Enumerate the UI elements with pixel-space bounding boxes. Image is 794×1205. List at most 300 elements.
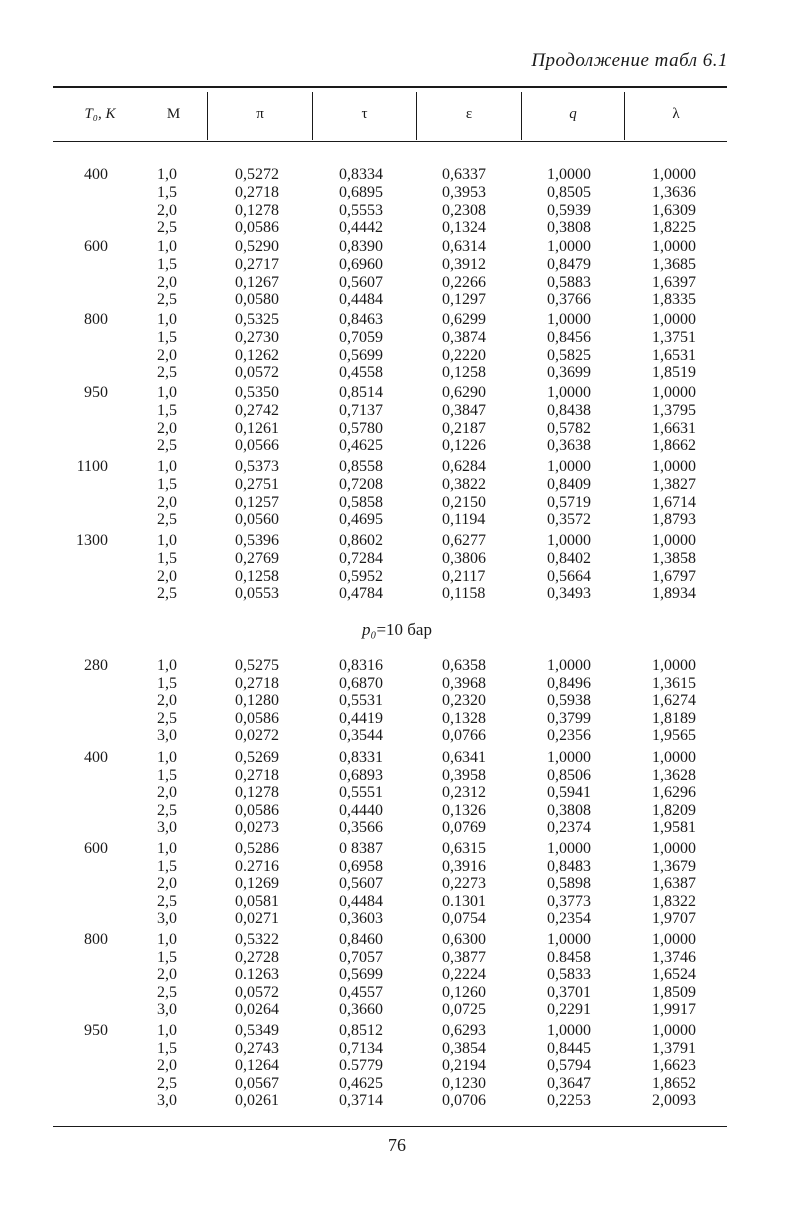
cell-mach: 3,0 xyxy=(157,727,177,745)
cell-lambda: 1,0000 xyxy=(652,931,696,948)
cell-q: 1,0000 xyxy=(547,1022,591,1039)
cell-tau: 0,5553 xyxy=(339,201,383,219)
cell-eps: 0,1230 xyxy=(442,1074,486,1092)
cell-q: 1,0000 xyxy=(547,311,591,328)
cell-pi: 0,5290 xyxy=(235,238,279,255)
cell-tau: 0,7137 xyxy=(339,401,383,419)
cell-lambda: 1,9565 xyxy=(652,727,696,745)
cell-pi: 0,1262 xyxy=(235,346,279,364)
cell-tau: 0,4625 xyxy=(339,437,383,455)
cell-tau: 0,4484 xyxy=(339,892,383,910)
row-temperature: 1100 xyxy=(76,458,108,475)
cell-eps: 0,1297 xyxy=(442,291,486,309)
cell-mach: 1,0 xyxy=(157,749,177,766)
cell-lambda: 1,8209 xyxy=(652,801,696,819)
pressure-value: =10 бар xyxy=(376,620,432,639)
cell-pi: 0,0567 xyxy=(235,1074,279,1092)
footer-rule xyxy=(53,1126,727,1127)
row-temperature: 950 xyxy=(84,1022,108,1039)
cell-eps: 0,1194 xyxy=(442,511,486,529)
cell-pi: 0,2769 xyxy=(235,549,279,567)
cell-eps: 0,2320 xyxy=(442,692,486,710)
cell-mach: 2,0 xyxy=(157,419,177,437)
cell-q: 0,5883 xyxy=(547,273,591,291)
cell-q: 0,3808 xyxy=(547,219,591,237)
cell-mach: 1,5 xyxy=(157,328,177,346)
cell-eps: 0,0706 xyxy=(442,1092,486,1110)
cell-mach: 1,5 xyxy=(157,948,177,966)
pressure-subheading xyxy=(0,620,794,640)
cell-tau: 0,3566 xyxy=(339,819,383,837)
cell-tau: 0,4557 xyxy=(339,983,383,1001)
cell-eps: 0,3953 xyxy=(442,183,486,201)
cell-tau: 0,8331 xyxy=(339,749,383,766)
cell-pi: 0,2751 xyxy=(235,475,279,493)
cell-pi: 0,2717 xyxy=(235,255,279,273)
cell-q: 0,3572 xyxy=(547,511,591,529)
cell-lambda: 1,3791 xyxy=(652,1039,696,1057)
cell-tau: 0,3714 xyxy=(339,1092,383,1110)
cell-mach: 1,0 xyxy=(157,238,177,255)
cell-q: 0,2291 xyxy=(547,1001,591,1019)
cell-q: 0,3773 xyxy=(547,892,591,910)
cell-pi: 0,0572 xyxy=(235,983,279,1001)
pressure-symbol: p₀ xyxy=(362,620,377,639)
cell-eps: 0,2308 xyxy=(442,201,486,219)
cell-mach: 3,0 xyxy=(157,819,177,837)
cell-mach: 2,0 xyxy=(157,966,177,984)
cell-mach: 1,0 xyxy=(157,1022,177,1039)
cell-pi: 0,1261 xyxy=(235,419,279,437)
cell-pi: 0,0572 xyxy=(235,364,279,382)
cell-pi: 0,0586 xyxy=(235,709,279,727)
cell-q: 1,0000 xyxy=(547,532,591,549)
cell-pi: 0,0264 xyxy=(235,1001,279,1019)
cell-lambda: 2,0093 xyxy=(652,1092,696,1110)
cell-q: 0,8402 xyxy=(547,549,591,567)
cell-mach: 2,0 xyxy=(157,567,177,585)
cell-mach: 1,0 xyxy=(157,458,177,475)
cell-mach: 2,5 xyxy=(157,1074,177,1092)
cell-mach: 2,5 xyxy=(157,364,177,382)
cell-lambda: 1,9581 xyxy=(652,819,696,837)
cell-lambda: 1,6296 xyxy=(652,784,696,802)
cell-tau: 0,7057 xyxy=(339,948,383,966)
cell-q: 0,8483 xyxy=(547,857,591,875)
cell-pi: 0,1278 xyxy=(235,784,279,802)
cell-mach: 1,0 xyxy=(157,840,177,857)
cell-pi: 0.2716 xyxy=(235,857,279,875)
cell-pi: 0,2728 xyxy=(235,948,279,966)
cell-eps: 0,2194 xyxy=(442,1057,486,1075)
cell-lambda: 1,6714 xyxy=(652,493,696,511)
cell-q: 0,5833 xyxy=(547,966,591,984)
cell-tau: 0,8558 xyxy=(339,458,383,475)
cell-lambda: 1,6631 xyxy=(652,419,696,437)
cell-tau: 0,4484 xyxy=(339,291,383,309)
cell-q: 0,3647 xyxy=(547,1074,591,1092)
cell-q: 0,5938 xyxy=(547,692,591,710)
cell-eps: 0,1226 xyxy=(442,437,486,455)
cell-q: 0,3493 xyxy=(547,585,591,603)
cell-lambda: 1,8322 xyxy=(652,892,696,910)
cell-eps: 0,1324 xyxy=(442,219,486,237)
row-temperature: 600 xyxy=(84,238,108,255)
header-top-rule xyxy=(53,86,727,88)
cell-q: 1,0000 xyxy=(547,458,591,475)
cell-q: 0,3766 xyxy=(547,291,591,309)
cell-pi: 0,0586 xyxy=(235,219,279,237)
cell-q: 0.8458 xyxy=(547,948,591,966)
cell-lambda: 1,9707 xyxy=(652,910,696,928)
cell-lambda: 1,6274 xyxy=(652,692,696,710)
cell-pi: 0,5275 xyxy=(235,657,279,674)
cell-lambda: 1,3615 xyxy=(652,674,696,692)
cell-tau: 0,7059 xyxy=(339,328,383,346)
cell-pi: 0,5286 xyxy=(235,840,279,857)
cell-lambda: 1,6309 xyxy=(652,201,696,219)
cell-pi: 0,1258 xyxy=(235,567,279,585)
cell-tau: 0,7134 xyxy=(339,1039,383,1057)
cell-tau: 0,8514 xyxy=(339,384,383,401)
cell-lambda: 1,0000 xyxy=(652,238,696,255)
cell-q: 0,2374 xyxy=(547,819,591,837)
cell-tau: 0,5780 xyxy=(339,419,383,437)
cell-q: 0,8456 xyxy=(547,328,591,346)
cell-q: 0,8496 xyxy=(547,674,591,692)
cell-eps: 0,3854 xyxy=(442,1039,486,1057)
cell-pi: 0,2743 xyxy=(235,1039,279,1057)
cell-mach: 1,5 xyxy=(157,857,177,875)
cell-eps: 0,1326 xyxy=(442,801,486,819)
cell-mach: 2,5 xyxy=(157,892,177,910)
column-header-eps: ε xyxy=(465,106,473,122)
cell-tau: 0 8387 xyxy=(339,840,383,857)
cell-eps: 0,3874 xyxy=(442,328,486,346)
cell-eps: 0,3877 xyxy=(442,948,486,966)
cell-pi: 0,5349 xyxy=(235,1022,279,1039)
cell-lambda: 1,0000 xyxy=(652,1022,696,1039)
cell-eps: 0,6314 xyxy=(442,238,486,255)
row-temperature: 950 xyxy=(84,384,108,401)
cell-lambda: 1,0000 xyxy=(652,458,696,475)
cell-pi: 0,2718 xyxy=(235,674,279,692)
column-header-tau: τ xyxy=(361,106,368,122)
cell-eps: 0,3822 xyxy=(442,475,486,493)
cell-tau: 0,8460 xyxy=(339,931,383,948)
cell-tau: 0,6958 xyxy=(339,857,383,875)
cell-lambda: 1,6524 xyxy=(652,966,696,984)
cell-eps: 0,6315 xyxy=(442,840,486,857)
cell-tau: 0,5607 xyxy=(339,273,383,291)
cell-lambda: 1,8509 xyxy=(652,983,696,1001)
cell-eps: 0,1328 xyxy=(442,709,486,727)
cell-lambda: 1,6797 xyxy=(652,567,696,585)
cell-pi: 0,2730 xyxy=(235,328,279,346)
cell-eps: 0,2312 xyxy=(442,784,486,802)
cell-mach: 2,0 xyxy=(157,493,177,511)
cell-mach: 2,5 xyxy=(157,983,177,1001)
row-temperature: 400 xyxy=(84,749,108,766)
cell-mach: 1,5 xyxy=(157,475,177,493)
cell-eps: 0,1260 xyxy=(442,983,486,1001)
column-header-lambda: λ xyxy=(672,106,680,122)
cell-mach: 1,0 xyxy=(157,532,177,549)
cell-tau: 0,7208 xyxy=(339,475,383,493)
cell-eps: 0,6277 xyxy=(442,532,486,549)
cell-pi: 0,5272 xyxy=(235,166,279,183)
cell-pi: 0,0580 xyxy=(235,291,279,309)
cell-mach: 1,5 xyxy=(157,1039,177,1057)
cell-lambda: 1,0000 xyxy=(652,166,696,183)
cell-tau: 0,4625 xyxy=(339,1074,383,1092)
cell-mach: 1,0 xyxy=(157,657,177,674)
cell-pi: 0,5269 xyxy=(235,749,279,766)
cell-pi: 0,2718 xyxy=(235,183,279,201)
cell-q: 1,0000 xyxy=(547,238,591,255)
cell-tau: 0,8334 xyxy=(339,166,383,183)
cell-q: 0,3638 xyxy=(547,437,591,455)
cell-q: 0,3701 xyxy=(547,983,591,1001)
cell-mach: 2,5 xyxy=(157,709,177,727)
cell-eps: 0,2117 xyxy=(442,567,486,585)
cell-mach: 2,0 xyxy=(157,273,177,291)
cell-lambda: 1,6531 xyxy=(652,346,696,364)
cell-lambda: 1,8652 xyxy=(652,1074,696,1092)
cell-eps: 0,2266 xyxy=(442,273,486,291)
cell-mach: 1,0 xyxy=(157,931,177,948)
cell-eps: 0,6300 xyxy=(442,931,486,948)
column-header-t0: T₀, K xyxy=(84,106,116,122)
cell-tau: 0,6895 xyxy=(339,183,383,201)
cell-mach: 1,5 xyxy=(157,549,177,567)
cell-mach: 3,0 xyxy=(157,910,177,928)
cell-eps: 0,0766 xyxy=(442,727,486,745)
cell-tau: 0,4440 xyxy=(339,801,383,819)
cell-tau: 0,8602 xyxy=(339,532,383,549)
cell-tau: 0,6870 xyxy=(339,674,383,692)
cell-pi: 0,2718 xyxy=(235,766,279,784)
cell-eps: 0,0769 xyxy=(442,819,486,837)
cell-tau: 0,3544 xyxy=(339,727,383,745)
cell-lambda: 1,0000 xyxy=(652,532,696,549)
row-temperature: 400 xyxy=(84,166,108,183)
cell-pi: 0,0586 xyxy=(235,801,279,819)
cell-eps: 0,3968 xyxy=(442,674,486,692)
cell-q: 0,5941 xyxy=(547,784,591,802)
row-temperature: 1300 xyxy=(76,532,108,549)
cell-mach: 2,0 xyxy=(157,201,177,219)
cell-tau: 0,5531 xyxy=(339,692,383,710)
cell-q: 0,5825 xyxy=(547,346,591,364)
cell-lambda: 1,3827 xyxy=(652,475,696,493)
cell-lambda: 1,8934 xyxy=(652,585,696,603)
cell-q: 0,8506 xyxy=(547,766,591,784)
cell-mach: 1,0 xyxy=(157,384,177,401)
cell-q: 1,0000 xyxy=(547,166,591,183)
cell-pi: 0,0273 xyxy=(235,819,279,837)
cell-q: 0,8505 xyxy=(547,183,591,201)
cell-pi: 0,1280 xyxy=(235,692,279,710)
cell-pi: 0,1267 xyxy=(235,273,279,291)
cell-mach: 2,0 xyxy=(157,692,177,710)
cell-pi: 0,5373 xyxy=(235,458,279,475)
cell-lambda: 1,3636 xyxy=(652,183,696,201)
cell-eps: 0,6358 xyxy=(442,657,486,674)
cell-pi: 0,0581 xyxy=(235,892,279,910)
cell-mach: 2,0 xyxy=(157,784,177,802)
cell-lambda: 1,6397 xyxy=(652,273,696,291)
cell-mach: 2,5 xyxy=(157,437,177,455)
cell-eps: 0,2220 xyxy=(442,346,486,364)
cell-lambda: 1,3858 xyxy=(652,549,696,567)
cell-q: 0,5898 xyxy=(547,875,591,893)
cell-q: 0,2354 xyxy=(547,910,591,928)
cell-lambda: 1,8189 xyxy=(652,709,696,727)
cell-lambda: 1,0000 xyxy=(652,840,696,857)
cell-lambda: 1,8793 xyxy=(652,511,696,529)
cell-q: 0,3699 xyxy=(547,364,591,382)
cell-mach: 1,5 xyxy=(157,766,177,784)
cell-mach: 1,0 xyxy=(157,311,177,328)
cell-pi: 0.1263 xyxy=(235,966,279,984)
cell-pi: 0,0566 xyxy=(235,437,279,455)
cell-pi: 0,1264 xyxy=(235,1057,279,1075)
cell-pi: 0,1278 xyxy=(235,201,279,219)
cell-eps: 0,6337 xyxy=(442,166,486,183)
cell-mach: 3,0 xyxy=(157,1092,177,1110)
cell-q: 1,0000 xyxy=(547,384,591,401)
cell-eps: 0,2224 xyxy=(442,966,486,984)
cell-q: 0,8445 xyxy=(547,1039,591,1057)
cell-lambda: 1,0000 xyxy=(652,311,696,328)
cell-mach: 2,5 xyxy=(157,291,177,309)
cell-tau: 0,6960 xyxy=(339,255,383,273)
cell-tau: 0,3660 xyxy=(339,1001,383,1019)
cell-tau: 0,5699 xyxy=(339,346,383,364)
cell-lambda: 1,9917 xyxy=(652,1001,696,1019)
cell-mach: 2,0 xyxy=(157,1057,177,1075)
page-number: 76 xyxy=(388,1135,406,1155)
cell-tau: 0,6893 xyxy=(339,766,383,784)
cell-mach: 2,5 xyxy=(157,511,177,529)
cell-pi: 0,0271 xyxy=(235,910,279,928)
cell-lambda: 1,0000 xyxy=(652,749,696,766)
cell-q: 0,2356 xyxy=(547,727,591,745)
cell-lambda: 1,8662 xyxy=(652,437,696,455)
row-temperature: 280 xyxy=(84,657,108,674)
cell-eps: 0,3806 xyxy=(442,549,486,567)
column-header-pi: π xyxy=(256,106,264,122)
column-header-m: M xyxy=(166,106,181,122)
cell-eps: 0,0725 xyxy=(442,1001,486,1019)
cell-mach: 1,5 xyxy=(157,401,177,419)
cell-eps: 0,1158 xyxy=(442,585,486,603)
cell-q: 0,5939 xyxy=(547,201,591,219)
cell-mach: 2,0 xyxy=(157,875,177,893)
cell-q: 0,8479 xyxy=(547,255,591,273)
cell-lambda: 1,6623 xyxy=(652,1057,696,1075)
cell-tau: 0,5699 xyxy=(339,966,383,984)
cell-eps: 0,3916 xyxy=(442,857,486,875)
cell-lambda: 1,3746 xyxy=(652,948,696,966)
cell-q: 0,3799 xyxy=(547,709,591,727)
cell-mach: 1,5 xyxy=(157,255,177,273)
cell-eps: 0,3912 xyxy=(442,255,486,273)
cell-tau: 0.5779 xyxy=(339,1057,383,1075)
cell-eps: 0,2187 xyxy=(442,419,486,437)
row-temperature: 600 xyxy=(84,840,108,857)
cell-mach: 1,5 xyxy=(157,674,177,692)
cell-tau: 0,8390 xyxy=(339,238,383,255)
cell-eps: 0,6341 xyxy=(442,749,486,766)
cell-pi: 0,5325 xyxy=(235,311,279,328)
cell-tau: 0,4784 xyxy=(339,585,383,603)
cell-q: 0,5794 xyxy=(547,1057,591,1075)
cell-pi: 0,0560 xyxy=(235,511,279,529)
cell-pi: 0,2742 xyxy=(235,401,279,419)
cell-eps: 0,6284 xyxy=(442,458,486,475)
cell-mach: 3,0 xyxy=(157,1001,177,1019)
cell-q: 0,3808 xyxy=(547,801,591,819)
table-continuation-caption: Продолжение табл 6.1 xyxy=(531,50,728,71)
cell-tau: 0,5952 xyxy=(339,567,383,585)
cell-tau: 0,3603 xyxy=(339,910,383,928)
cell-mach: 2,5 xyxy=(157,219,177,237)
cell-q: 0,5782 xyxy=(547,419,591,437)
column-header-q: q xyxy=(569,106,577,122)
cell-q: 0,8438 xyxy=(547,401,591,419)
cell-lambda: 1,3795 xyxy=(652,401,696,419)
cell-eps: 0,2273 xyxy=(442,875,486,893)
cell-lambda: 1,0000 xyxy=(652,657,696,674)
cell-tau: 0,4442 xyxy=(339,219,383,237)
cell-tau: 0,4419 xyxy=(339,709,383,727)
cell-tau: 0,5607 xyxy=(339,875,383,893)
cell-q: 1,0000 xyxy=(547,657,591,674)
cell-tau: 0,7284 xyxy=(339,549,383,567)
cell-q: 1,0000 xyxy=(547,749,591,766)
cell-lambda: 1,8335 xyxy=(652,291,696,309)
cell-pi: 0,0261 xyxy=(235,1092,279,1110)
cell-q: 0,5664 xyxy=(547,567,591,585)
cell-pi: 0,0272 xyxy=(235,727,279,745)
cell-lambda: 1,3751 xyxy=(652,328,696,346)
cell-q: 1,0000 xyxy=(547,840,591,857)
cell-eps: 0,6293 xyxy=(442,1022,486,1039)
cell-q: 0,8409 xyxy=(547,475,591,493)
cell-eps: 0,0754 xyxy=(442,910,486,928)
cell-mach: 1,0 xyxy=(157,166,177,183)
cell-eps: 0,6290 xyxy=(442,384,486,401)
row-temperature: 800 xyxy=(84,311,108,328)
cell-mach: 2,5 xyxy=(157,585,177,603)
cell-q: 0,5719 xyxy=(547,493,591,511)
cell-eps: 0.1301 xyxy=(442,892,486,910)
cell-eps: 0,3847 xyxy=(442,401,486,419)
cell-pi: 0,1257 xyxy=(235,493,279,511)
cell-pi: 0,0553 xyxy=(235,585,279,603)
cell-lambda: 1,3685 xyxy=(652,255,696,273)
cell-pi: 0,5322 xyxy=(235,931,279,948)
cell-tau: 0,8512 xyxy=(339,1022,383,1039)
cell-eps: 0,2150 xyxy=(442,493,486,511)
cell-tau: 0,8463 xyxy=(339,311,383,328)
cell-lambda: 1,6387 xyxy=(652,875,696,893)
cell-eps: 0,6299 xyxy=(442,311,486,328)
row-temperature: 800 xyxy=(84,931,108,948)
cell-lambda: 1,8225 xyxy=(652,219,696,237)
